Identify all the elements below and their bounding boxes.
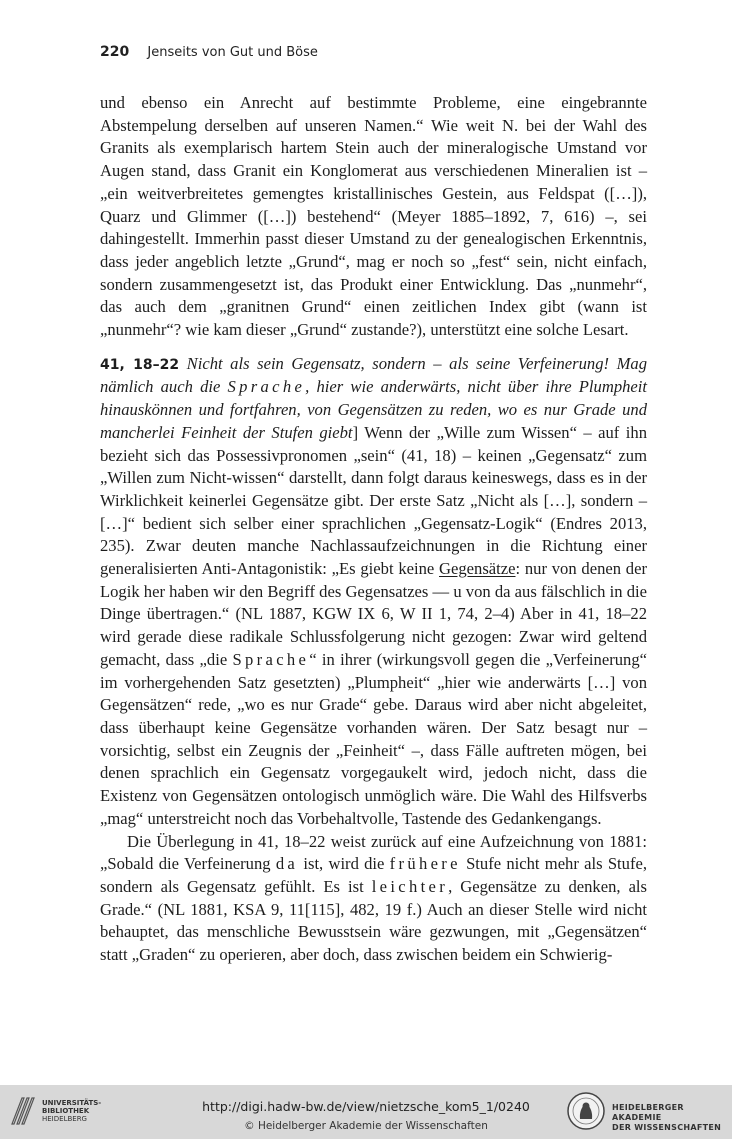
text-run: ist, wird die [298, 854, 390, 874]
source-url-link[interactable]: http://digi.hadw-bw.de/view/nietzsche_kom5_1/0240 [202, 1099, 530, 1114]
commentary-entry [100, 353, 647, 831]
footer-bar [0, 1085, 732, 1139]
text-run: da [275, 854, 299, 874]
body-text [100, 92, 647, 967]
text-run: Die Überlegung in 41, 18–22 weist zurück auf eine Aufzeichnung von 1881: „Sobald die Verfeinerung [100, 831, 647, 874]
academy-line-2: DER WISSENSCHAFTEN [612, 1123, 722, 1132]
text-run: ] Wenn der „Wille zum Wissen“ – auf ihn bezieht sich das Possessivpronomen „sein“ (41, 18) – keinen „Gegensatz“ zum „Willen zum Nicht-wissen“ darstellt, dann folgt daraus keineswegs, dass es in der Wirklichkeit keinerlei Gegensätze gibt. Der erste Satz „Nicht als […], sondern – […]“ bedient sich selber einer sprachlichen „Gegensatz-Logik“ (Endres 2013, 235). Zwar deuten manche Nachlassaufzeichnungen in die Richtung einer generalisierten Anti-Antagonistik: „Es giebt keine [100, 422, 648, 579]
academy-name [612, 1103, 732, 1133]
text-run: Stufe nicht mehr als Stufe, sondern als Gegensatz gefühlt. Es ist [100, 854, 647, 896]
paragraph-1 [100, 92, 647, 342]
line-reference: 41, 18–22 [100, 356, 180, 373]
library-line-1: UNIVERSITÄTS- [42, 1099, 102, 1107]
text-run: , Gegensätze zu denken, als Grade.“ (NL 1881, KSA 9, 11[115], 482, 19 f.) Auch an dieser Stelle wird nicht behauptet, das menschliche Bewusstsein wäre gezwungen, mit „Gegensätzen“ statt „Graden“ zu operieren, aber doch, dass zwischen beidem ein Schwierig- [100, 876, 648, 965]
text-run: Gegensätze [439, 559, 516, 579]
text-run [179, 354, 187, 373]
academy-line-1: HEIDELBERGER AKADEMIE [612, 1103, 684, 1122]
lemma-text: , hier wie anderwärts, nicht über ihre Plumpheit hinauskönnen und fortfahren, von Gegensätzen zu reden, wo es nur Grade und mancherlei Feinheit der Stufen giebt [100, 377, 647, 442]
page-number: 220 [100, 44, 130, 60]
text-run: Sprache [232, 649, 310, 669]
lemma-text: Sprache [227, 377, 306, 397]
text-run: frühere [389, 854, 461, 874]
running-title: Jenseits von Gut und Böse [147, 45, 318, 60]
text-run: leichter [371, 876, 449, 896]
text-run: “ in ihrer (wirkungsvoll gegen die „Verfeinerung“ im vorhergehenden Satz gesetzten) „Plumpheit“ „hier wie anderwärts […] von Gegensätzen“ rede, „wo es nur Grade“ gebe. Daraus wird aber nicht abgeleitet, dass überhaupt keine Gegensätze vorhanden wären. Der Satz besagt nur – vorsichtig, selbst ein Zeugnis der „Feinheit“ –, dass Fälle auftreten mögen, bei denen sprachlich ein Gegensatz vorgegaukelt wird, jedoch nicht, dass die Existenz von Gegensätzen ontologisch unmöglich wäre. Die Wahl des Hilfsverbs „mag“ unterstreicht noch das Vorbehaltvolle, Tastende des Gedankengangs. [100, 649, 647, 828]
academy-seal-icon [566, 1091, 606, 1131]
library-line-3: HEIDELBERG [42, 1115, 87, 1123]
paragraph-3 [100, 831, 647, 967]
text-run: und ebenso ein Anrecht auf bestimmte Probleme, eine eingebrannte Abstempelung derselben auf unseren Namen.“ Wie weit N. bei der Wahl des Granits als exemplarisch hartem Stein auch der mineralogische Umstand vor Augen stand, dass Granit ein Konglomerat aus verschiedenen Mineralien ist – „ein weitverbreitetes gemengtes kristallinisches Gestein, aus Feldspat ([…]), Quarz und Glimmer ([…]) bestehend“ (Meyer 1885–1892, 7, 616) –, sei dahingestellt. Immerhin passt dieser Umstand zu der genealogischen Erkenntnis, dass jeder angeblich letzte „Grund“, mag er noch so „fest“ sein, nicht einfach, sondern zusammengesetzt ist, das Produkt einer Entwicklung. Das „nunmehr“, das auch dem „granitnen Grund“ einen zeitlichen Index gibt (wann ist „nunmehr“? wie kam dieser „Grund“ zustande?), unterstützt eine solche Lesart. [100, 93, 647, 340]
copyright-notice: © Heidelberger Akademie der Wissenschaften [244, 1120, 488, 1132]
lemma-text: Nicht als sein Gegensatz, sondern – als seine Verfeinerung! Mag nämlich auch die [100, 353, 648, 397]
library-line-2: BIBLIOTHEK [42, 1107, 90, 1115]
text-run: : nur von denen der Logik her haben wir den Begriff des Gegensatzes — u von da aus fälschlich in die Dinge übertragen.“ (NL 1887, KGW IX 6, W II 1, 74, 2–4) Aber in 41, 18–22 wird gerade diese radikale Schlussfolgerung nicht gezogen: Zwar wird geltend gemacht, dass „die [100, 559, 647, 669]
running-header [100, 44, 318, 60]
